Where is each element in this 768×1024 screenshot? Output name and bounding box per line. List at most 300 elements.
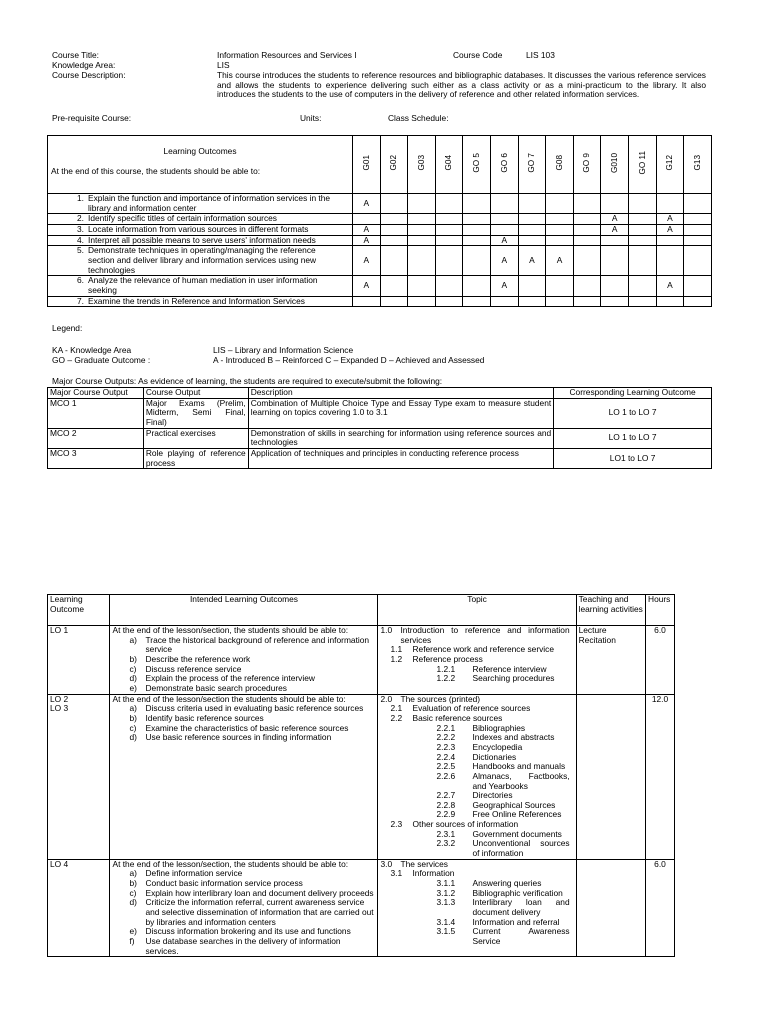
go-mark-cell [629, 246, 657, 276]
outcomes-header-row [48, 136, 712, 194]
outcome-number: 3. [77, 223, 84, 234]
go-mark-cell [546, 235, 574, 246]
ilo-item-key: a) [129, 634, 137, 645]
go-mark-cell [380, 296, 408, 307]
go-column-label: G01 [361, 155, 371, 171]
go-mark-cell [518, 235, 546, 246]
go-mark-cell [490, 224, 518, 235]
topic-number: 2.2.8 [436, 799, 456, 810]
outcome-text: Identify specific titles of certain information sources [88, 213, 277, 224]
topic-text: Introduction to reference and information services [400, 625, 570, 645]
ilo-item-key: b) [129, 712, 137, 723]
topic-text: Searching procedures [472, 673, 555, 684]
mco-id: MCO 2 [48, 428, 144, 448]
go-mark-cell [380, 235, 408, 246]
go-mark-cell [408, 296, 436, 307]
outcome-item [50, 297, 350, 307]
ilo-cell [110, 626, 378, 695]
go-mark-cell [601, 246, 629, 276]
outcome-cell [48, 276, 353, 296]
ilo-intro: At the end of the lesson/section the students should be able to: [112, 693, 346, 704]
go-column-label: GO 5 [471, 153, 481, 173]
go-mark-cell [490, 214, 518, 225]
topic-number: 1.2.2 [436, 673, 456, 684]
go-mark-cell: A [656, 276, 684, 296]
topic-text: Bibliographies [472, 722, 526, 733]
go-mark-cell [546, 214, 574, 225]
mco-output: Practical exercises [143, 428, 248, 448]
topic-number: 2.0 [380, 693, 393, 704]
units-label: Units: [300, 113, 322, 123]
go-mark-cell: A [656, 224, 684, 235]
topic-cell [378, 694, 576, 859]
ilo-header-row [48, 595, 675, 626]
go-mark-cell [518, 224, 546, 235]
go-mark-cell: A [490, 246, 518, 276]
topic-text: Basic reference sources [412, 712, 503, 723]
go-mark-cell [601, 276, 629, 296]
outcome-number: 6. [77, 275, 84, 286]
go-column-label: G08 [554, 155, 564, 171]
go-mark-cell [684, 235, 712, 246]
topic-number: 3.1.2 [436, 887, 456, 898]
go-mark-cell [601, 194, 629, 214]
go-mark-cell [629, 235, 657, 246]
topic-number: 2.2.6 [436, 770, 456, 781]
ilo-item-text: Demonstrate basic search procedures [145, 682, 287, 693]
ilo-item-text: Discuss reference service [145, 663, 242, 674]
go-mark-cell [435, 235, 463, 246]
topic-number: 2.2.5 [436, 761, 456, 772]
topic-item [380, 839, 573, 858]
ilo-hours: 6.0 [646, 626, 675, 695]
ilo-item [129, 937, 375, 956]
go-column-header [380, 136, 408, 194]
outcome-number: 4. [77, 234, 84, 245]
go-column-label: G12 [665, 155, 675, 171]
go-column-header [546, 136, 574, 194]
go-mark-cell [573, 235, 601, 246]
go-mark-cell: A [601, 224, 629, 235]
go-mark-cell [684, 214, 712, 225]
go-mark-cell: A [352, 276, 380, 296]
go-mark-cell [380, 246, 408, 276]
mco-header-cell: Course Output [143, 388, 248, 399]
go-mark-cell: A [352, 246, 380, 276]
topic-text: Government documents [472, 828, 562, 839]
go-mark-cell [601, 296, 629, 307]
topic-text: Bibliographic verification [472, 887, 563, 898]
go-column-header [518, 136, 546, 194]
go-mark-cell [573, 224, 601, 235]
go-mark-cell [435, 214, 463, 225]
outcome-item [50, 236, 350, 246]
ilo-learning-outcome: LO 1 [48, 626, 110, 695]
topic-text: Answering queries [472, 878, 542, 889]
outcome-text: Demonstrate techniques in operating/managing the reference section and deliver library and information services using new technologies [88, 245, 317, 275]
topic-text: Interlibrary loan and document delivery [472, 897, 570, 918]
outcomes-heading: Learning Outcomes [163, 145, 237, 156]
mco-header-cell: Corresponding Learning Outcome [554, 388, 712, 399]
go-mark-cell: A [352, 224, 380, 235]
outcome-row [48, 296, 712, 307]
go-mark-cell [352, 214, 380, 225]
topic-text: Reference interview [472, 663, 547, 674]
legend-go-label: GO – Graduate Outcome : [52, 355, 151, 365]
go-column-header [656, 136, 684, 194]
outcome-item [50, 225, 350, 235]
topic-text: Current Awareness Service [472, 926, 570, 946]
mco-header-cell: Description [248, 388, 553, 399]
topic-number: 2.2.2 [436, 732, 456, 743]
topic-text: Information [412, 868, 455, 879]
ilo-list [112, 869, 375, 956]
go-column-label: GO 7 [527, 153, 537, 173]
go-mark-cell: A [518, 246, 546, 276]
go-mark-cell [490, 296, 518, 307]
go-mark-cell [408, 246, 436, 276]
mco-header-cell: Major Course Output [48, 388, 144, 399]
outcome-text: Explain the function and importance of information services in the library and information center [88, 193, 331, 213]
mco-row [48, 448, 712, 468]
topic-number: 2.3.2 [436, 838, 456, 849]
learning-outcomes-table [47, 135, 712, 307]
go-mark-cell [601, 235, 629, 246]
ilo-item-text: Examine the characteristics of basic reference sources [145, 722, 349, 733]
outcome-cell [48, 296, 353, 307]
knowledge-area-label: Knowledge Area: [52, 60, 116, 70]
topic-text: The services [400, 858, 448, 869]
outcome-row [48, 194, 712, 214]
topic-number: 2.2.7 [436, 790, 456, 801]
topic-text: The sources (printed) [400, 693, 481, 704]
go-mark-cell [490, 194, 518, 214]
ilo-item-key: e) [129, 926, 137, 937]
ilo-item-text: Discuss criteria used in evaluating basic reference sources [145, 703, 364, 714]
go-mark-cell [435, 276, 463, 296]
go-mark-cell [573, 296, 601, 307]
go-mark-cell [518, 214, 546, 225]
topic-text: Evaluation of reference sources [412, 703, 531, 714]
outcome-number: 1. [77, 193, 84, 203]
ilo-item-key: f) [129, 936, 135, 946]
mco-row [48, 398, 712, 428]
ilo-item-text: Criticize the information referral, current awareness service and selective dissemination of information that are carried out by libraries and information centers [145, 897, 374, 927]
go-mark-cell [463, 246, 491, 276]
outcome-text: Interpret all possible means to serve users' information needs [88, 234, 316, 245]
topic-text: Reference work and reference service [412, 644, 554, 655]
go-mark-cell [518, 296, 546, 307]
go-mark-cell: A [352, 235, 380, 246]
go-mark-cell [656, 296, 684, 307]
topic-number: 3.1.4 [436, 916, 456, 927]
mco-body [48, 398, 712, 469]
ilo-item [129, 733, 375, 743]
outcome-text: Locate information from various sources in different formats [88, 223, 309, 234]
topic-number: 2.3 [390, 819, 403, 830]
topic-number: 3.1.5 [436, 926, 456, 937]
go-column-label: G04 [444, 155, 454, 171]
go-column-header [601, 136, 629, 194]
ilo-item-text: Identify basic reference sources [145, 712, 264, 723]
ilo-cell [110, 859, 378, 957]
ilo-learning-outcome: LO 2 LO 3 [48, 694, 110, 859]
go-column-label: GO 11 [637, 151, 647, 175]
outcome-row [48, 276, 712, 296]
outcome-row [48, 246, 712, 276]
go-column-label: G02 [389, 155, 399, 171]
ilo-item-key: d) [129, 673, 137, 684]
go-mark-cell [684, 194, 712, 214]
topic-number: 1.2.1 [436, 663, 456, 674]
topic-text: Almanacs, Factbooks, and Yearbooks [472, 770, 570, 791]
outcome-cell [48, 235, 353, 246]
go-mark-cell: A [656, 214, 684, 225]
go-mark-cell [380, 224, 408, 235]
ilo-intro: At the end of the lesson/section, the students should be able to: [112, 625, 349, 635]
go-mark-cell [463, 214, 491, 225]
ilo-learning-outcome: LO 4 [48, 859, 110, 957]
ilo-item-text: Describe the reference work [145, 653, 251, 664]
ilo-hours: 12.0 [646, 694, 675, 859]
outcome-item [50, 276, 350, 295]
go-mark-cell: A [352, 194, 380, 214]
go-column-header [490, 136, 518, 194]
topic-number: 2.3.1 [436, 828, 456, 839]
ilo-cell [110, 694, 378, 859]
outcomes-header-cell [48, 136, 353, 194]
ilo-item-text: Explain the process of the reference interview [145, 673, 315, 684]
go-mark-cell [518, 194, 546, 214]
class-schedule-label: Class Schedule: [388, 113, 449, 123]
go-mark-cell [684, 246, 712, 276]
ilo-list [112, 636, 375, 694]
outcome-row [48, 224, 712, 235]
course-code-label: Course Code [453, 50, 503, 60]
go-column-label: GO 6 [499, 153, 509, 173]
topic-number: 2.2.1 [436, 722, 456, 733]
go-mark-cell [518, 276, 546, 296]
legend-go-value: A - Introduced B – Reinforced C – Expanded D – Achieved and Assessed [213, 355, 485, 365]
topic-text: Directories [472, 790, 513, 801]
topic-number: 2.2.4 [436, 751, 456, 762]
go-mark-cell [546, 194, 574, 214]
topic-cell [378, 626, 576, 695]
go-mark-cell [408, 194, 436, 214]
go-mark-cell [629, 224, 657, 235]
topic-text: Unconventional sources of information [472, 838, 570, 859]
ilo-row [48, 626, 675, 695]
ilo-item-text: Use basic reference sources in finding information [145, 732, 332, 743]
ilo-item-key: b) [129, 878, 137, 889]
ilo-body [48, 626, 675, 957]
topic-number: 3.0 [380, 858, 393, 869]
topic-item [380, 898, 573, 917]
ilo-header-cell: Topic [378, 595, 576, 626]
go-column-label: G03 [416, 155, 426, 171]
go-mark-cell [656, 194, 684, 214]
course-description-label: Course Description: [52, 70, 126, 80]
ilo-item [129, 684, 375, 694]
topic-number: 1.0 [380, 625, 393, 635]
outcome-item [50, 246, 350, 275]
ilo-activities [576, 859, 645, 957]
ilo-header-cell: Hours [646, 595, 675, 626]
ilo-header-cell: Teaching and learning activities [576, 595, 645, 626]
course-title-value: Information Resources and Services I [217, 50, 357, 60]
ilo-item-key: c) [129, 663, 137, 674]
legend-title: Legend: [52, 323, 83, 333]
go-mark-cell [656, 246, 684, 276]
go-mark-cell [629, 276, 657, 296]
legend-ka-label: KA - Knowledge Area [52, 345, 132, 355]
mco-intro: Major Course Outputs: As evidence of learning, the students are required to execute/submit the following: [52, 376, 443, 386]
go-mark-cell [380, 194, 408, 214]
topic-number: 2.2 [390, 712, 403, 723]
topic-text: Free Online References [472, 809, 562, 820]
mco-learning-outcome: LO 1 to LO 7 [554, 398, 712, 428]
outcome-cell [48, 246, 353, 276]
outcome-cell [48, 194, 353, 214]
topic-number: 1.2 [390, 653, 403, 664]
topic-text: Encyclopedia [472, 741, 523, 752]
go-mark-cell [629, 296, 657, 307]
mco-learning-outcome: LO1 to LO 7 [554, 448, 712, 468]
go-column-header [463, 136, 491, 194]
go-mark-cell [435, 296, 463, 307]
topic-text: Other sources of information [412, 819, 519, 830]
topic-item [380, 927, 573, 946]
outcome-number: 2. [77, 213, 84, 224]
ilo-item-text: Conduct basic information service process [145, 878, 303, 889]
outcome-row [48, 214, 712, 225]
ilo-item-key: b) [129, 653, 137, 664]
outcomes-intro: At the end of this course, the students should be able to: [51, 165, 261, 176]
course-title-label: Course Title: [52, 50, 100, 60]
topic-item [380, 674, 573, 684]
ilo-item-key: d) [129, 732, 137, 743]
ilo-item [129, 636, 375, 655]
ilo-row [48, 859, 675, 957]
ilo-intro: At the end of the lesson/section, the students should be able to: [112, 858, 349, 869]
go-mark-cell [656, 235, 684, 246]
mco-id: MCO 1 [48, 398, 144, 428]
topic-number: 2.2.3 [436, 741, 456, 752]
go-mark-cell [573, 194, 601, 214]
prerequisite-label: Pre-requisite Course: [52, 113, 132, 123]
go-mark-cell [380, 214, 408, 225]
mco-output: Role playing of reference process [143, 448, 248, 468]
go-mark-cell [408, 214, 436, 225]
ilo-item-key: a) [129, 703, 137, 714]
topic-text: Geographical Sources [472, 799, 556, 810]
intended-learning-outcomes-table [47, 594, 675, 957]
outcome-number: 5. [77, 245, 84, 256]
mco-output: Major Exams (Prelim, Midterm, Semi Final, Final) [143, 398, 248, 428]
topic-number: 3.1.1 [436, 878, 456, 889]
go-mark-cell [463, 235, 491, 246]
go-mark-cell [573, 214, 601, 225]
topic-text: Dictionaries [472, 751, 517, 762]
go-mark-cell [352, 296, 380, 307]
mco-description: Demonstration of skills in searching for information using reference sources and technologies [248, 428, 553, 448]
go-mark-cell [463, 276, 491, 296]
mco-header-row [48, 388, 712, 399]
go-mark-cell [435, 246, 463, 276]
ilo-item-text: Trace the historical background of reference and information service [145, 634, 370, 655]
ilo-item [129, 898, 375, 927]
ilo-item-text: Define information service [145, 868, 243, 879]
mco-learning-outcome: LO 1 to LO 7 [554, 428, 712, 448]
topic-number: 2.1 [390, 703, 403, 714]
go-mark-cell [629, 194, 657, 214]
go-column-header [573, 136, 601, 194]
go-column-label: G010 [610, 153, 620, 174]
go-column-header [408, 136, 436, 194]
outcome-row [48, 235, 712, 246]
ilo-item-text: Use database searches in the delivery of information services. [145, 936, 341, 956]
go-mark-cell [546, 276, 574, 296]
major-course-outputs-table [47, 387, 712, 469]
ilo-header-cell: Learning Outcome [48, 595, 110, 626]
ilo-hours: 6.0 [646, 859, 675, 957]
go-mark-cell: A [490, 235, 518, 246]
mco-id: MCO 3 [48, 448, 144, 468]
go-mark-cell [546, 224, 574, 235]
topic-number: 1.1 [390, 644, 403, 655]
ilo-activities [576, 694, 645, 859]
topic-item [380, 626, 573, 645]
ilo-item-key: c) [129, 722, 137, 733]
mco-description: Application of techniques and principles in conducting reference process [248, 448, 553, 468]
go-mark-cell [435, 194, 463, 214]
outcome-item [50, 214, 350, 224]
outcome-text: Examine the trends in Reference and Information Services [88, 295, 305, 306]
outcomes-body [48, 194, 712, 307]
go-mark-cell: A [490, 276, 518, 296]
outcome-cell [48, 214, 353, 225]
topic-item [380, 772, 573, 791]
go-column-label: G13 [692, 155, 702, 171]
mco-row [48, 428, 712, 448]
topic-text: Handbooks and manuals [472, 761, 566, 772]
topic-number: 3.1.3 [436, 897, 456, 908]
go-mark-cell [435, 224, 463, 235]
go-mark-cell [463, 194, 491, 214]
ilo-header-cell: Intended Learning Outcomes [110, 595, 378, 626]
go-mark-cell [463, 224, 491, 235]
course-description-value: This course introduces the students to reference resources and bibliographic databases. It discusses the various reference services and allows the students to experience delivering such either as a class activity or as a mini-practicum to the library. It also introduces the students to the use of computers in the delivery of reference and other related information services. [217, 70, 706, 100]
knowledge-area-value: LIS [217, 60, 230, 70]
topic-text: Reference process [412, 653, 483, 664]
go-column-header [352, 136, 380, 194]
ilo-activities: Lecture Recitation [576, 626, 645, 695]
legend-ka-value: LIS – Library and Information Science [213, 345, 354, 355]
go-mark-cell [463, 296, 491, 307]
topic-number: 3.1 [390, 868, 403, 879]
go-mark-cell [684, 224, 712, 235]
go-mark-cell [684, 296, 712, 307]
topic-item [380, 860, 573, 870]
go-mark-cell [573, 276, 601, 296]
outcome-cell [48, 224, 353, 235]
go-mark-cell [546, 296, 574, 307]
go-column-header [435, 136, 463, 194]
go-mark-cell [573, 246, 601, 276]
outcome-item [50, 194, 350, 213]
mco-description: Combination of Multiple Choice Type and Essay Type exam to measure student learning on topics covering 1.0 to 3.1 [248, 398, 553, 428]
outcome-number: 7. [77, 295, 84, 306]
